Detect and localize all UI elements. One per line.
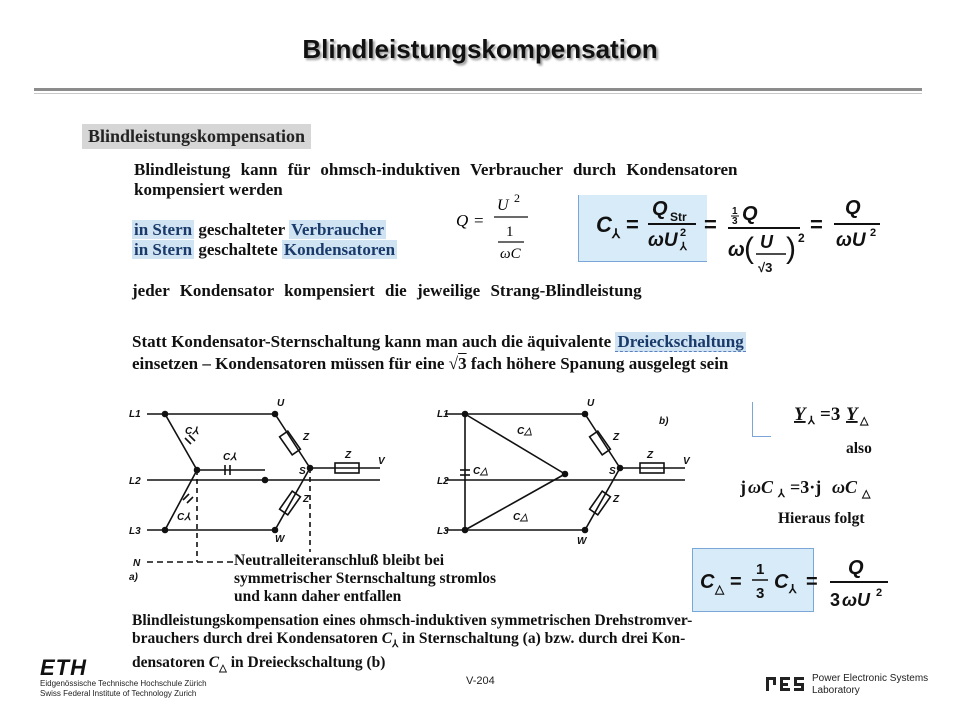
svg-text:a): a) [129,572,138,582]
svg-text:ωU: ωU [648,230,678,251]
svg-text:Q: Q [845,197,861,219]
also-label: also [846,440,872,457]
svg-text:3: 3 [732,216,738,227]
star-consumer-line: in Stern geschalteter Verbraucher [134,220,384,239]
svg-text:ωC: ωC [748,477,774,497]
svg-text:2: 2 [680,227,687,239]
svg-text:U: U [587,398,595,409]
svg-text:V: V [683,456,690,467]
svg-text:C⅄: C⅄ [185,426,199,437]
svg-text:Q: Q [742,203,758,225]
svg-text:b): b) [659,416,669,427]
svg-text:Z: Z [613,432,620,443]
svg-text:L3: L3 [129,526,141,537]
svg-text:Q: Q [652,198,668,220]
slide-title: Blindleistungskompensation [302,34,658,64]
svg-text:U: U [760,232,773,252]
svg-text:C: C [774,571,789,593]
svg-text:ωC: ωC [500,246,521,262]
svg-text:U: U [277,398,285,409]
figure-caption: Blindleistungskompensation eines ohmsch-induktiven symmetrischen Drehstromver- brauchers durch drei Kondensatoren $C_⅄$ in Sternschaltung (a) bzw. durch drei Kon- densatoren $C_\triangle$ in Dreieckschaltung (b) [132,612,693,675]
title-rule [34,88,922,91]
svg-text:=: = [626,212,639,237]
svg-text:Z: Z [303,432,310,443]
svg-text:=: = [730,571,742,593]
svg-text:L1: L1 [437,409,449,420]
svg-text:⅄: ⅄ [808,415,815,427]
svg-text:2: 2 [870,227,877,239]
capacitance-relation [740,472,900,502]
svg-text:j: j [740,477,746,497]
svg-text:1: 1 [506,224,514,240]
svg-text:Q: Q [456,211,469,230]
svg-text:C△: C△ [513,512,528,523]
svg-text:ωC: ωC [832,477,858,497]
capacitor-delta-formula [696,550,896,616]
svg-text:C: C [596,212,612,237]
svg-text:V: V [378,456,385,467]
svg-text:): ) [786,232,796,265]
svg-text:2: 2 [876,587,883,599]
eth-logo: ETH Eidgenössische Technische Hochschule Zürich Swiss Federal Institute of Technology Zurich [40,655,207,698]
reactive-power-formula [452,190,532,265]
svg-text:L1: L1 [129,409,141,420]
svg-text:△: △ [715,582,725,596]
neutral-note: Neutralleiteranschluß bleibt bei symmetrischer Sternschaltung stromlos und kann daher entfallen [234,552,497,605]
svg-text:1: 1 [732,206,738,217]
svg-text:=3·j: =3·j [790,477,822,497]
svg-text:⅄: ⅄ [778,488,785,500]
page-number: V-204 [466,675,495,687]
intro-line-1: Blindleistung kann für ohmsch-induktiven Verbraucher durch Kondensatoren [134,160,738,179]
svg-text:Z: Z [345,450,352,461]
delta-line-2: einsetzen – Kondensatoren müssen für eine √3 fach höhere Spanung ausgelegt sein [132,354,729,373]
svg-text:2: 2 [514,191,520,205]
svg-text:Z: Z [613,494,620,505]
svg-text:C△: C△ [473,466,488,477]
hieraus-label: Hieraus folgt [778,510,865,527]
svg-text:⅄: ⅄ [680,241,687,253]
svg-text:L2: L2 [437,476,449,487]
svg-text:=: = [704,212,717,237]
capacitor-star-formula [590,190,890,290]
svg-text:1: 1 [756,561,765,578]
svg-text:3: 3 [830,590,841,610]
svg-text:Y: Y [846,404,858,425]
svg-text:C: C [700,571,715,593]
svg-text:ωU: ωU [836,230,866,251]
svg-text:U: U [497,197,509,214]
svg-text:ωU: ωU [842,590,871,610]
svg-text:√3: √3 [758,260,773,275]
svg-text:W: W [275,534,285,545]
title-rule-thin [34,93,922,94]
each-capacitor-line: jeder Kondensator kompensiert die jeweilige Strang-Blindleistung [132,281,642,300]
svg-text:Str: Str [670,210,687,224]
svg-text:C△: C△ [517,426,532,437]
svg-text:△: △ [860,415,869,427]
svg-text:△: △ [862,488,871,500]
svg-text:⅄: ⅄ [612,226,620,241]
svg-text:L3: L3 [437,526,449,537]
svg-text:=3: =3 [820,404,841,425]
svg-text:2: 2 [798,231,805,245]
relation-bracket [752,402,771,437]
svg-text:(: ( [744,232,754,265]
svg-text:C⅄: C⅄ [223,452,237,463]
svg-text:S: S [609,466,616,477]
svg-text:Z: Z [647,450,654,461]
svg-text:⅄: ⅄ [789,582,797,596]
svg-text:S: S [299,466,306,477]
svg-text:=: = [474,211,484,230]
svg-text:C⅄: C⅄ [177,512,191,523]
svg-text:Q: Q [848,557,864,579]
svg-text:ω: ω [728,239,745,261]
delta-line-1: Statt Kondensator-Sternschaltung kann man auch die äquivalente Dreieckschaltung [132,332,744,351]
svg-text:L2: L2 [129,476,141,487]
svg-text:Z: Z [303,494,310,505]
svg-text:Y: Y [794,404,806,425]
svg-text:3: 3 [756,585,765,602]
star-capacitor-line: in Stern geschaltete Kondensatoren [134,240,396,259]
svg-text:=: = [806,571,818,593]
svg-text:W: W [577,536,587,547]
pes-logo-icon [766,673,806,693]
scan-subtitle: Blindleistungskompensation [82,124,311,149]
svg-text:=: = [810,212,823,237]
intro-line-2: kompensiert werden [134,180,283,199]
admittance-relation [790,398,900,428]
svg-text:N: N [133,558,141,569]
